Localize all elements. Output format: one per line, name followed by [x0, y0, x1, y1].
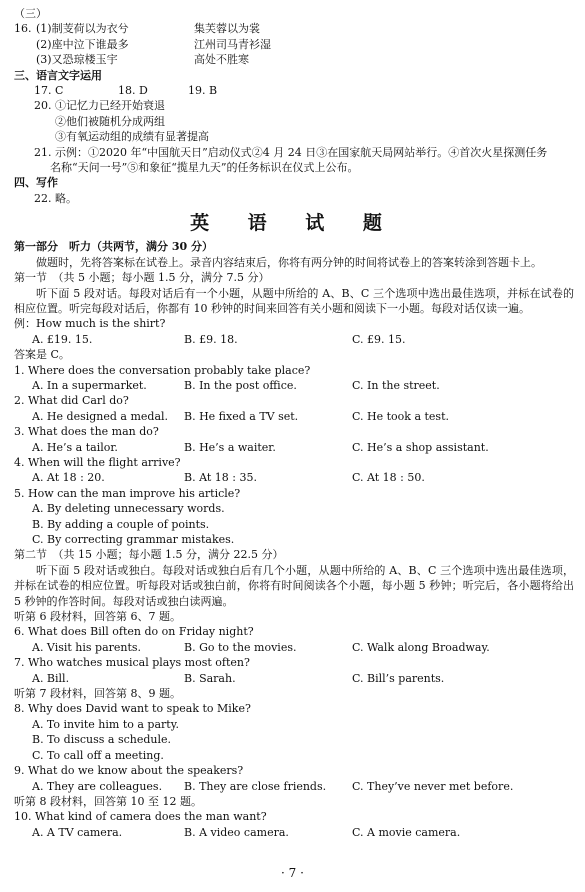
writing-heading: 四、写作: [14, 176, 58, 190]
example-question: 例：How much is the shirt?: [14, 317, 166, 331]
question-8-options: [14, 717, 574, 763]
part1-intro: 做题时，先将答案标在试卷上。录音内容结束后，你将有两分钟的时间将试卷上的答案转涂到答题卡上。: [36, 255, 542, 269]
option: B. Go to the movies.: [184, 640, 297, 654]
section1-questions: [14, 363, 574, 486]
q20-line3: ③有氧运动组的成绩有显著提高: [55, 130, 209, 144]
q16-row: [14, 37, 574, 52]
option: C. In the street.: [352, 378, 440, 392]
option: B. In the post office.: [184, 378, 297, 392]
option: C. A movie camera.: [352, 825, 461, 839]
objective-answer: 19. B: [188, 84, 218, 98]
section1-heading: 第一节 （共 5 小题；每小题 1.5 分，满分 7.5 分）: [14, 271, 270, 285]
q16-line-b: 江州司马青衫湿: [194, 37, 271, 51]
option: B. He’s a waiter.: [184, 440, 276, 454]
option: B. They are close friends.: [184, 779, 327, 793]
option: C. £9. 15.: [352, 332, 406, 346]
option: B. At 18 : 35.: [184, 471, 257, 485]
section2-intro: 听下面 5 段对话或独白。每段对话或独白后有几个小题，从题中所给的 A、B、C 三个选项中选出最佳选项，并标在试卷的相应位置。听每段对话或独白前，你将有时间阅读各个小题，每小题 5 秒钟；听完后，各小题将给出 5 秒钟的作答时间。每段对话或独白读两遍。: [14, 563, 574, 608]
material-7-label: 听第 7 段材料，回答第 8、9 题。: [14, 687, 181, 701]
option: C. He took a test.: [352, 409, 449, 423]
question-1-stem: 1. Where does the conversation probably take place?: [14, 363, 311, 377]
question-6-stem: 6. What does Bill often do on Friday night?: [14, 625, 254, 639]
q16-line-a: (2)座中泣下谁最多: [36, 37, 129, 51]
q16-answers: [14, 21, 574, 67]
q22-answer: 22. 略。: [34, 191, 77, 205]
question-3-stem: 3. What does the man do?: [14, 425, 159, 439]
question-10-stem: 10. What kind of camera does the man want?: [14, 810, 267, 824]
question-9-stem: 9. What do we know about the speakers?: [14, 764, 244, 778]
section-3-label: （三）: [14, 7, 47, 20]
question-7-options: [14, 671, 574, 686]
question-10: [14, 809, 574, 840]
q16-row: [14, 21, 574, 36]
q17-19-answers: [14, 83, 574, 98]
option: C. Walk along Broadway.: [352, 640, 490, 654]
option: A. He designed a medal.: [32, 409, 169, 423]
question-8: 8. Why does David want to speak to Mike?: [14, 702, 251, 716]
objective-answer: 18. D: [118, 84, 148, 98]
exam-page: [14, 6, 574, 840]
q21-line2: 名称“天问一号”⑤和象征“揽星九天”的任务标识在仪式上公布。: [50, 161, 359, 175]
option: C. Bill’s parents.: [352, 671, 445, 685]
language-heading: 三、语言文字运用: [14, 68, 102, 82]
option: A. To invite him to a party.: [32, 717, 179, 731]
section1-intro: 听下面 5 段对话。每段对话后有一个小题，从题中所给的 A、B、C 三个选项中选出最佳选项，并标在试卷的相应位置。听完每段对话后，你都有 10 秒钟的时间来回答有关小题和阅读下一小题。每段对话仅读一遍。: [14, 286, 574, 315]
q20-line1: 20. ①记忆力已经开始衰退: [34, 99, 165, 113]
q16-num: [14, 52, 36, 67]
option: A. Bill.: [32, 671, 70, 685]
question-4-options: [14, 470, 574, 485]
page-number: · 7 ·: [281, 866, 304, 880]
question-7-stem: 7. Who watches musical plays most often?: [14, 656, 250, 670]
question-2-options: [14, 409, 574, 424]
q16-row: [14, 52, 574, 67]
option: B. By adding a couple of points.: [32, 517, 210, 531]
option: C. At 18 : 50.: [352, 471, 425, 485]
option: A. At 18 : 20.: [32, 471, 105, 485]
question-1-options: [14, 378, 574, 393]
section2-heading: 第二节 （共 15 小题；每小题 1.5 分，满分 22.5 分）: [14, 548, 284, 562]
question-5-options: [14, 501, 574, 547]
objective-answer: 17. C: [34, 84, 64, 98]
q16-line-a: (3)又恐琼楼玉宇: [36, 53, 118, 67]
question-3-options: [14, 440, 574, 455]
option: C. By correcting grammar mistakes.: [32, 533, 235, 546]
part1-heading: 第一部分 听力（共两节，满分 30 分）: [14, 240, 213, 254]
example-options: [14, 332, 574, 347]
question-10-options: [14, 825, 574, 840]
option: C. He’s a shop assistant.: [352, 440, 489, 454]
q20-line2: ②他们被随机分成两组: [55, 114, 165, 128]
question-2-stem: 2. What did Carl do?: [14, 394, 129, 408]
option: A. A TV camera.: [32, 825, 123, 839]
option: A. In a supermarket.: [32, 378, 147, 392]
option: C. They’ve never met before.: [352, 779, 514, 793]
question-5: 5. How can the man improve his article?: [14, 486, 241, 500]
material-6-label: 听第 6 段材料，回答第 6、7 题。: [14, 610, 181, 624]
q16-line-b: 高处不胜寒: [194, 53, 249, 67]
option: B. Sarah.: [184, 671, 236, 685]
option: B. £9. 18.: [184, 332, 238, 346]
q21-line1: 21. 示例：①2020 年“中国航天日”启动仪式②4 月 24 日③在国家航天局网站举行。④首次火星探测任务: [34, 145, 548, 159]
q16-line-a: (1)制芰荷以为衣兮: [36, 22, 129, 36]
question-9-options: [14, 779, 574, 794]
english-title: 英 语 试 题: [190, 212, 398, 235]
option: B. He fixed a TV set.: [184, 409, 299, 423]
option: A. Visit his parents.: [32, 640, 142, 654]
question-9: [14, 763, 574, 794]
question-6-options: [14, 640, 574, 655]
example-answer: 答案是 C。: [14, 348, 70, 362]
option: C. To call off a meeting.: [32, 748, 164, 762]
option: B. A video camera.: [184, 825, 289, 839]
option: A. He’s a tailor.: [32, 440, 118, 454]
q16-num: [14, 37, 36, 52]
option: A. By deleting unnecessary words.: [32, 502, 225, 516]
option: B. To discuss a schedule.: [32, 733, 172, 747]
question-6: [14, 624, 574, 655]
q16-line-b: 集芙蓉以为裳: [194, 22, 260, 36]
option: A. They are colleagues.: [32, 779, 163, 793]
q16-num: 16.: [14, 22, 32, 36]
question-7: [14, 655, 574, 686]
option: A. £19. 15.: [32, 332, 93, 346]
question-4-stem: 4. When will the flight arrive?: [14, 455, 181, 469]
material-8-label: 听第 8 段材料，回答第 10 至 12 题。: [14, 794, 202, 808]
